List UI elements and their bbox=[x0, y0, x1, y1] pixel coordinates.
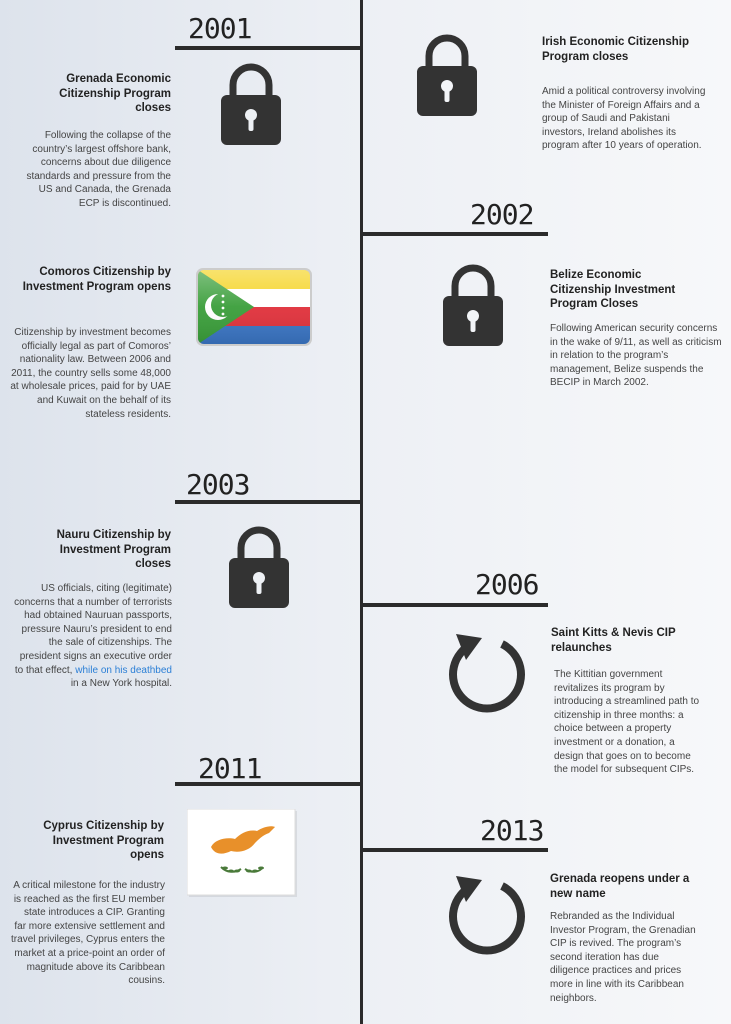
year-2003: 2003 bbox=[186, 468, 250, 501]
lock-icon bbox=[414, 34, 480, 118]
timeline-spine bbox=[360, 0, 363, 1024]
event-title-ireland-close: Irish Economic Citizenship Program closes bbox=[542, 36, 689, 63]
year-2006: 2006 bbox=[475, 568, 539, 601]
lock-icon bbox=[440, 264, 506, 348]
connector-2006 bbox=[362, 603, 548, 607]
event-title-grenada-reopen: Grenada reopens under a new name bbox=[550, 873, 690, 900]
event-body-nauru-text-1: US officials, citing (legitimate) concerns that a number of terrorists had obtained Nauruan passports, pressure Nauru’s president to end the sale of citizenships. The president signs an executive order to that effect, bbox=[14, 583, 172, 676]
refresh-icon bbox=[442, 628, 532, 718]
event-title-comoros-open: Comoros Citizenship by Investment Program opens bbox=[22, 266, 171, 293]
event-title-cyprus-open: Cyprus Citizenship by Investment Program opens bbox=[43, 820, 164, 861]
event-body-grenada-reopen: Rebranded as the Individual Investor Program, the Grenadian CIP is revived. The program’s second iteration has due diligence practices and prices more in line with its Caribbean neighbors. bbox=[550, 911, 696, 1004]
lock-icon bbox=[226, 526, 292, 610]
event-title-stkitts-relaunch: Saint Kitts & Nevis CIP relaunches bbox=[551, 627, 676, 654]
event-body-nauru-text-2: in a New York hospital. bbox=[70, 678, 172, 690]
event-body-stkitts-relaunch: The Kittitian government revitalizes its program by introducing a streamlined path to citizenship in three months: a choice between a property investment or a donation, a design that goes on to become the model for subsequent CIPs. bbox=[554, 669, 700, 776]
event-body-ireland-close: Amid a political controversy involving the Minister of Foreign Affairs and a group of Saudi and Pakistani investors, Ireland abolishes its program after 10 years of operation. bbox=[542, 86, 706, 152]
connector-2001 bbox=[175, 46, 361, 50]
event-body-comoros-open: Citizenship by investment becomes officially legal as part of Comoros’ nationality law. Between 2006 and 2011, the country sells some 48,000 at wholesale prices, paid for by UAE and Kuwait on the behalf of its stateless residents. bbox=[10, 327, 171, 420]
connector-2013 bbox=[362, 848, 548, 852]
event-body-grenada-close: Following the collapse of the country’s largest offshore bank, concerns about due diligence standards and pressure from the US and Canada, the Grenada ECP is discontinued. bbox=[26, 130, 171, 209]
lock-icon bbox=[218, 63, 284, 147]
year-2002: 2002 bbox=[470, 198, 534, 231]
comoros-flag-icon bbox=[196, 268, 312, 346]
event-body-belize-close: Following American security concerns in the wake of 9/11, as well as criticism in relation to the program’s management, Belize suspends the BECIP in March 2002. bbox=[550, 323, 722, 389]
refresh-icon bbox=[442, 870, 532, 960]
year-2011: 2011 bbox=[198, 752, 262, 785]
event-body-cyprus-open: A critical milestone for the industry is reached as the first EU member state introduces a CIP. Granting far more extensive settlement and travel privileges, Cyprus enters the market at a price-point an order of magnitude above its Caribbean cousins. bbox=[11, 880, 165, 987]
event-body-nauru-close bbox=[10, 582, 172, 691]
cyprus-flag-icon bbox=[187, 809, 299, 899]
event-title-nauru-close: Nauru Citizenship by Investment Program closes bbox=[56, 529, 171, 570]
year-2001: 2001 bbox=[188, 12, 252, 45]
event-title-grenada-close: Grenada Economic Citizenship Program closes bbox=[59, 73, 171, 114]
deathbed-link[interactable]: while on his deathbed bbox=[75, 664, 172, 676]
connector-2002 bbox=[362, 232, 548, 236]
year-2013: 2013 bbox=[480, 814, 544, 847]
event-title-belize-close: Belize Economic Citizenship Investment Program Closes bbox=[550, 269, 676, 310]
